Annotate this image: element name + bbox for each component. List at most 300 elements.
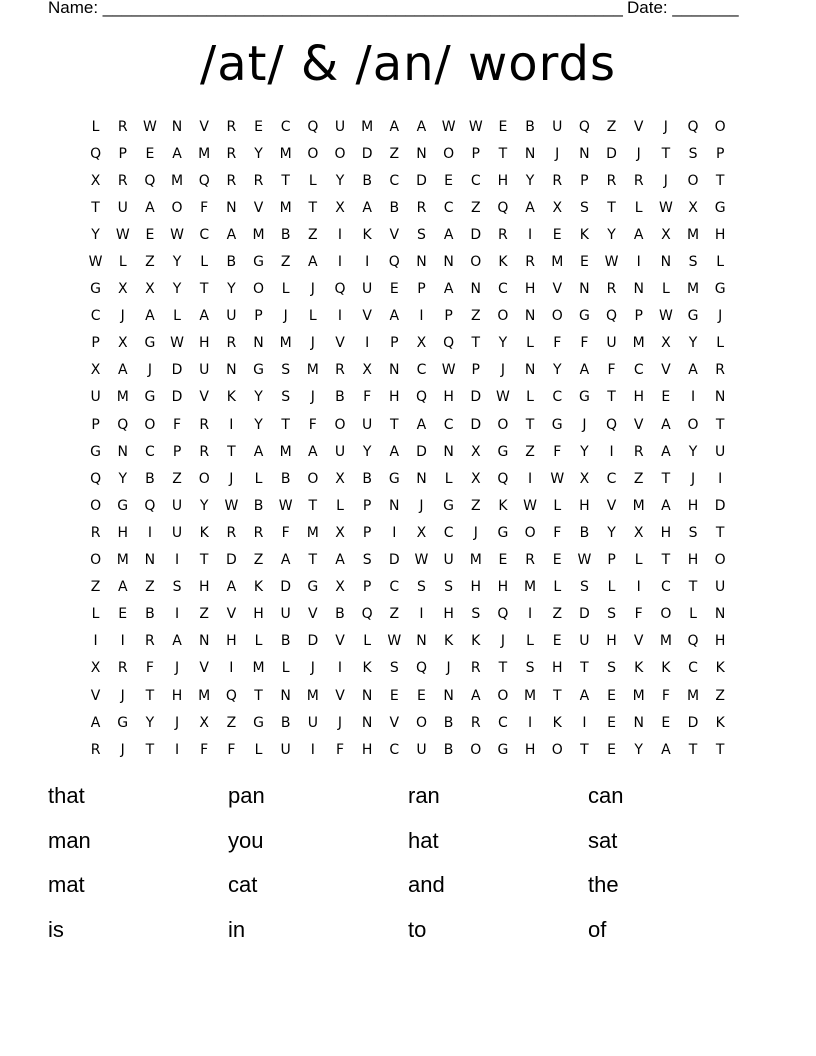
grid-letter: J (663, 172, 668, 189)
grid-letter: J (120, 687, 125, 704)
grid-letter: F (200, 741, 209, 758)
grid-letter: D (416, 172, 427, 189)
grid-letter: K (444, 633, 454, 650)
grid-letter: S (172, 579, 182, 596)
grid-letter: U (362, 281, 373, 298)
grid-letter: A (579, 687, 590, 704)
grid-letter: T (607, 389, 616, 406)
grid-letter: T (715, 524, 725, 541)
grid-letter: D (687, 714, 699, 731)
grid-letter: Q (578, 118, 590, 135)
grid-letter: J (310, 660, 315, 677)
grid-letter: R (199, 416, 210, 433)
grid-letter: R (253, 524, 264, 541)
grid-letter: N (416, 254, 427, 271)
grid-letter: T (308, 552, 318, 569)
grid-letter: M (551, 254, 564, 271)
grid-letter: W (658, 308, 673, 325)
grid-letter: K (579, 226, 589, 243)
grid-letter: U (280, 606, 291, 623)
grid-letter: R (117, 118, 128, 135)
grid-letter: J (582, 416, 587, 433)
grid-letter: D (361, 145, 373, 162)
grid-letter: R (633, 443, 644, 460)
grid-letter: C (199, 226, 210, 243)
grid-letter: L (661, 281, 670, 298)
grid-letter: N (361, 687, 373, 704)
grid-letter: S (471, 606, 481, 623)
grid-letter: U (280, 741, 291, 758)
grid-letter: J (174, 714, 180, 731)
word-bank-item: hat (408, 827, 439, 853)
grid-letter: K (471, 633, 481, 650)
grid-letter: P (91, 416, 100, 433)
grid-letter: E (661, 714, 671, 731)
grid-letter: O (144, 416, 156, 433)
grid-letter: I (528, 606, 533, 623)
grid-letter: S (579, 199, 589, 216)
grid-letter: S (607, 660, 616, 677)
grid-letter: T (91, 199, 100, 216)
word-bank-item: pan (228, 783, 265, 808)
grid-letter: R (117, 172, 128, 189)
grid-letter: T (552, 687, 562, 704)
grid-letter: W (604, 254, 619, 271)
grid-letter: J (690, 470, 696, 487)
grid-letter: D (280, 579, 292, 596)
grid-letter: V (633, 118, 644, 135)
grid-letter: I (229, 660, 234, 677)
grid-letter: Y (172, 281, 182, 298)
grid-letter: R (416, 199, 427, 216)
grid-row (82, 492, 734, 519)
grid-letter: V (308, 606, 318, 623)
grid-letter: T (254, 687, 263, 704)
grid-letter: T (145, 687, 155, 704)
grid-row (82, 655, 734, 682)
grid-letter: L (308, 172, 317, 189)
grid-row (82, 113, 734, 140)
grid-letter: A (280, 552, 291, 569)
grid-letter: K (362, 660, 372, 677)
grid-letter: E (552, 633, 562, 650)
grid-letter: T (688, 741, 698, 758)
grid-letter: T (715, 741, 725, 758)
grid-letter: C (660, 579, 671, 596)
grid-letter: C (606, 470, 617, 487)
grid-letter: D (579, 606, 590, 623)
grid-letter: J (120, 741, 125, 758)
grid-letter: N (361, 714, 373, 731)
grid-letter: B (362, 172, 372, 189)
grid-letter: Q (198, 172, 210, 189)
grid-letter: T (281, 172, 290, 189)
grid-letter: Q (90, 145, 102, 162)
grid-letter: L (91, 606, 100, 623)
grid-letter: A (633, 226, 644, 243)
grid-letter: E (552, 226, 562, 243)
grid-letter: I (419, 308, 424, 325)
grid-letter: O (497, 416, 509, 433)
grid-letter: L (526, 389, 534, 406)
grid-letter: K (715, 660, 725, 677)
grid-letter: C (90, 308, 101, 325)
grid-letter: L (336, 497, 344, 514)
grid-letter: Y (607, 524, 616, 541)
grid-letter: Z (172, 470, 182, 487)
grid-letter: C (688, 660, 698, 677)
grid-letter: S (688, 524, 698, 541)
grid-letter: P (634, 308, 643, 325)
grid-letter: Y (634, 741, 643, 758)
grid-letter: M (198, 145, 211, 162)
grid-letter: L (254, 470, 263, 487)
grid-letter: I (337, 660, 343, 677)
grid-letter: J (663, 118, 668, 135)
grid-letter: Q (606, 308, 618, 325)
grid-letter: W (496, 389, 510, 406)
grid-letter: S (607, 606, 616, 623)
grid-letter: D (606, 145, 617, 162)
grid-letter: U (171, 497, 183, 514)
grid-row (82, 276, 734, 303)
grid-letter: E (607, 741, 616, 758)
grid-letter: X (199, 714, 209, 731)
grid-letter: H (198, 335, 210, 352)
grid-letter: N (443, 254, 454, 271)
grid-letter: M (469, 552, 482, 569)
grid-letter: D (470, 416, 482, 433)
grid-letter: S (281, 362, 291, 379)
grid-row (82, 709, 734, 736)
grid-letter: D (470, 389, 482, 406)
word-bank-item: that (48, 783, 85, 808)
grid-letter: V (633, 633, 644, 650)
grid-letter: C (498, 714, 508, 731)
grid-letter: E (607, 714, 616, 731)
grid-letter: I (718, 470, 723, 487)
grid-letter: I (120, 633, 125, 650)
grid-letter: A (145, 308, 155, 325)
grid-letter: U (199, 362, 210, 379)
grid-letter: F (173, 416, 182, 433)
grid-letter: M (659, 633, 672, 650)
grid-letter: Z (552, 606, 563, 623)
grid-letter: N (416, 633, 427, 650)
grid-letter: T (688, 579, 698, 596)
grid-letter: B (362, 470, 372, 487)
grid-letter: M (632, 687, 645, 704)
grid-letter: R (335, 362, 345, 379)
grid-letter: M (361, 118, 374, 135)
grid-letter: A (308, 254, 318, 271)
grid-letter: N (198, 633, 210, 650)
grid-letter: Q (388, 254, 400, 271)
grid-letter: R (606, 172, 617, 189)
word-search-grid (82, 113, 734, 763)
grid-letter: J (419, 497, 424, 514)
grid-letter: I (528, 226, 533, 243)
grid-letter: A (335, 552, 345, 569)
grid-letter: X (661, 226, 671, 243)
grid-letter: H (524, 281, 536, 298)
grid-letter: Y (688, 335, 698, 352)
grid-letter: Q (90, 470, 102, 487)
grid-letter: B (280, 633, 291, 650)
grid-letter: E (498, 118, 508, 135)
grid-letter: O (470, 254, 482, 271)
grid-letter: X (470, 443, 481, 460)
grid-letter: A (389, 308, 400, 325)
grid-letter: H (198, 579, 210, 596)
grid-letter: R (498, 226, 508, 243)
grid-letter: A (661, 497, 671, 514)
grid-letter: C (443, 524, 454, 541)
grid-letter: U (416, 741, 427, 758)
grid-letter: Z (715, 687, 725, 704)
grid-letter: H (714, 633, 726, 650)
grid-letter: L (526, 335, 534, 352)
grid-letter: Z (280, 254, 291, 271)
grid-letter: C (443, 199, 454, 216)
grid-letter: Q (606, 416, 618, 433)
grid-letter: G (307, 579, 319, 596)
grid-letter: Z (308, 226, 318, 243)
grid-letter: A (661, 741, 671, 758)
grid-letter: C (145, 443, 155, 460)
grid-letter: B (280, 226, 291, 243)
grid-letter: A (661, 416, 671, 433)
grid-letter: D (388, 552, 400, 569)
grid-letter: X (117, 335, 128, 352)
grid-row (82, 438, 734, 465)
grid-letter: S (579, 579, 589, 596)
grid-letter: G (551, 416, 563, 433)
grid-letter: T (715, 416, 725, 433)
grid-letter: I (690, 389, 696, 406)
grid-letter: F (634, 606, 643, 623)
grid-letter: W (577, 552, 592, 569)
grid-letter: Y (580, 443, 589, 460)
grid-letter: N (579, 281, 590, 298)
grid-letter: Q (415, 389, 427, 406)
grid-row (82, 519, 734, 546)
grid-letter: S (417, 579, 426, 596)
grid-letter: L (526, 633, 534, 650)
grid-letter: B (226, 254, 237, 271)
grid-letter: J (174, 660, 180, 677)
grid-letter: A (579, 362, 590, 379)
grid-letter: R (145, 633, 155, 650)
grid-letter: N (579, 145, 590, 162)
grid-letter: W (387, 633, 402, 650)
word-bank-item: and (408, 872, 445, 897)
grid-letter: L (118, 254, 127, 271)
word-bank-item: to (408, 916, 427, 942)
grid-letter: O (551, 308, 563, 325)
grid-letter: E (498, 552, 508, 569)
grid-letter: T (199, 552, 209, 569)
grid-letter: U (443, 552, 454, 569)
grid-letter: N (714, 606, 726, 623)
grid-letter: A (172, 145, 182, 162)
grid-letter: F (607, 362, 616, 379)
grid-letter: J (310, 281, 315, 298)
grid-letter: R (226, 118, 237, 135)
grid-letter: K (498, 254, 508, 271)
grid-letter: I (609, 443, 614, 460)
grid-letter: P (417, 281, 426, 298)
grid-letter: D (470, 226, 482, 243)
grid-letter: R (525, 254, 535, 271)
grid-letter: J (283, 308, 288, 325)
grid-letter: I (365, 335, 370, 352)
grid-letter: U (334, 443, 346, 460)
grid-letter: Y (688, 443, 698, 460)
grid-letter: A (470, 687, 481, 704)
grid-letter: N (226, 362, 237, 379)
grid-letter: N (633, 714, 644, 731)
grid-letter: Z (470, 199, 481, 216)
grid-letter: L (634, 552, 643, 569)
grid-letter: Y (199, 497, 209, 514)
grid-letter: G (117, 714, 129, 731)
grid-letter: Y (607, 226, 616, 243)
grid-letter: L (308, 308, 317, 325)
word-bank-item: sat (588, 827, 618, 853)
grid-letter: X (416, 524, 427, 541)
grid-letter: A (661, 443, 671, 460)
grid-letter: S (362, 552, 372, 569)
grid-letter: X (90, 172, 101, 189)
grid-letter: L (444, 470, 453, 487)
grid-letter: W (441, 118, 456, 135)
grid-letter: I (337, 254, 343, 271)
grid-letter: G (90, 443, 101, 460)
grid-letter: M (279, 145, 292, 162)
grid-row (82, 357, 734, 384)
grid-letter: R (633, 172, 644, 189)
grid-letter: M (116, 389, 129, 406)
grid-letter: Y (172, 254, 182, 271)
grid-letter: W (523, 497, 537, 514)
grid-letter: A (117, 362, 128, 379)
grid-letter: X (90, 362, 101, 379)
grid-letter: S (688, 145, 698, 162)
grid-letter: E (579, 254, 589, 271)
grid-letter: I (528, 714, 533, 731)
grid-letter: H (226, 633, 237, 650)
grid-letter: U (606, 335, 617, 352)
grid-row (82, 465, 734, 492)
grid-letter: C (389, 172, 400, 189)
grid-letter: Q (687, 633, 699, 650)
grid-letter: M (279, 199, 292, 216)
grid-letter: G (687, 308, 699, 325)
grid-letter: B (579, 524, 590, 541)
grid-row (82, 221, 734, 248)
grid-letter: Q (144, 172, 156, 189)
grid-letter: X (335, 470, 345, 487)
grid-row (82, 248, 734, 275)
grid-letter: W (88, 254, 103, 271)
grid-letter: Z (145, 254, 155, 271)
grid-letter: I (174, 606, 180, 623)
grid-letter: H (660, 524, 672, 541)
grid-letter: M (171, 172, 184, 189)
grid-letter: F (227, 741, 236, 758)
grid-letter: B (253, 497, 264, 514)
grid-letter: M (116, 552, 129, 569)
grid-letter: L (254, 741, 263, 758)
grid-letter: I (365, 254, 370, 271)
name-field-label: Name: _______________________________________________________ (48, 0, 623, 17)
grid-letter: B (280, 470, 291, 487)
grid-letter: Y (254, 145, 263, 162)
grid-letter: T (471, 335, 481, 352)
grid-letter: P (362, 579, 372, 596)
grid-letter: J (473, 524, 478, 541)
grid-letter: B (525, 118, 535, 135)
grid-letter: R (253, 172, 264, 189)
grid-letter: V (90, 687, 101, 704)
grid-letter: T (525, 416, 535, 433)
grid-letter: G (497, 443, 509, 460)
grid-letter: X (117, 281, 128, 298)
grid-letter: V (199, 660, 209, 677)
grid-letter: A (688, 362, 698, 379)
grid-letter: Z (199, 606, 209, 623)
grid-letter: O (415, 714, 427, 731)
grid-letter: F (580, 335, 589, 352)
grid-letter: P (390, 335, 399, 352)
grid-letter: E (145, 145, 155, 162)
grid-letter: Q (144, 497, 156, 514)
grid-letter: N (660, 254, 672, 271)
grid-letter: O (714, 118, 726, 135)
grid-letter: A (443, 226, 454, 243)
grid-letter: A (90, 714, 101, 731)
grid-letter: H (443, 389, 454, 406)
grid-letter: Y (118, 470, 128, 487)
grid-letter: U (334, 118, 346, 135)
grid-letter: T (390, 416, 399, 433)
grid-letter: H (687, 552, 699, 569)
grid-letter: N (714, 389, 726, 406)
grid-letter: A (443, 281, 454, 298)
grid-letter: Y (335, 172, 345, 189)
grid-letter: Z (633, 470, 644, 487)
grid-letter: O (497, 308, 509, 325)
grid-letter: N (253, 335, 264, 352)
grid-letter: X (335, 579, 345, 596)
grid-letter: K (715, 714, 725, 731)
grid-letter: L (173, 308, 181, 325)
grid-letter: R (552, 172, 563, 189)
grid-letter: L (254, 633, 263, 650)
grid-letter: G (443, 497, 455, 514)
grid-letter: J (636, 145, 641, 162)
grid-letter: P (607, 552, 616, 569)
grid-letter: L (716, 254, 725, 271)
grid-letter: C (280, 118, 291, 135)
grid-letter: G (388, 470, 400, 487)
grid-letter: W (658, 199, 673, 216)
grid-letter: C (633, 362, 644, 379)
grid-letter: O (90, 497, 102, 514)
grid-letter: K (661, 660, 671, 677)
grid-letter: G (90, 281, 101, 298)
